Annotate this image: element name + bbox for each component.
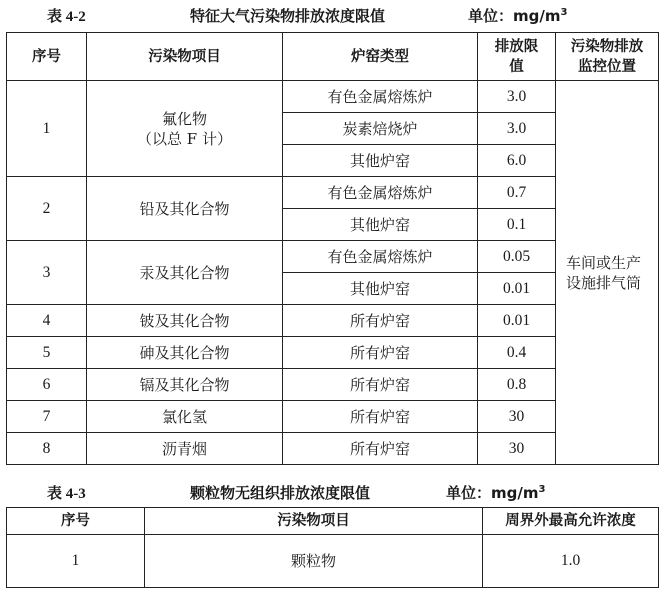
table-4-2-unit [468,5,567,26]
limit-cell: 0.4 [478,337,556,369]
pollutant-cell: 颗粒物 [145,535,483,588]
seq-cell: 3 [7,241,87,305]
table-row [7,535,659,588]
header-seq: 序号 [7,508,145,535]
limit-cell: 0.7 [478,177,556,209]
pollutant-cell: 镉及其化合物 [87,369,283,401]
kiln-cell: 所有炉窑 [283,433,478,465]
pollutant-note: （以总 F 计） [137,129,232,148]
header-monitor-location [556,33,659,81]
table-4-3-unit-label: 单位：mg/m [446,483,539,502]
header-pollutant: 污染物项目 [145,508,483,535]
pollutant-name: 氟化物 [161,109,207,128]
limit-cell: 0.1 [478,209,556,241]
table-4-2-unit-label: 单位：mg/m [468,6,561,25]
header-max-concentration: 周界外最高允许浓度 [483,508,659,535]
header-kiln-type: 炉窑类型 [283,33,478,81]
kiln-cell: 其他炉窑 [283,145,478,177]
table-4-3-unit-sup: 3 [538,483,546,495]
limit-cell: 0.01 [478,305,556,337]
monitor-location-line1: 车间或生产 [566,253,642,272]
pollutant-cell: 铅及其化合物 [87,177,283,241]
seq-cell: 5 [7,337,87,369]
limit-cell: 0.8 [478,369,556,401]
kiln-cell: 所有炉窑 [283,305,478,337]
seq-cell: 1 [7,535,145,588]
pollutant-cell [87,81,283,177]
header-seq: 序号 [7,33,87,81]
pollutant-cell: 氯化氢 [87,401,283,433]
table-4-3 [6,507,659,588]
header-location-line2: 监控位置 [578,58,636,75]
table-4-3-header-row [7,508,659,535]
header-location-line1: 污染物排放 [570,38,644,55]
table-4-3-unit [446,482,545,503]
seq-cell: 7 [7,401,87,433]
table-4-3-title: 颗粒物无组织排放浓度限值 [190,483,371,502]
kiln-cell: 有色金属熔炼炉 [283,177,478,209]
seq-cell: 4 [7,305,87,337]
seq-cell: 2 [7,177,87,241]
pollutant-cell: 汞及其化合物 [87,241,283,305]
header-pollutant: 污染物项目 [87,33,283,81]
table-4-2 [6,32,659,465]
kiln-cell: 炭素焙烧炉 [283,113,478,145]
limit-cell: 30 [478,433,556,465]
table-4-3-caption [0,479,665,505]
kiln-cell: 有色金属熔炼炉 [283,81,478,113]
monitor-location-line2: 设施排气筒 [566,273,642,292]
table-4-2-caption [0,2,665,28]
header-limit-line1: 排放限 [494,38,539,55]
pollutant-cell: 沥青烟 [87,433,283,465]
kiln-cell: 所有炉窑 [283,369,478,401]
seq-cell: 6 [7,369,87,401]
table-4-2-header-row [7,33,659,81]
table-row [7,81,659,113]
limit-cell: 3.0 [478,81,556,113]
seq-cell: 8 [7,433,87,465]
table-4-2-number: 表 4-2 [47,8,86,25]
pollutant-cell: 砷及其化合物 [87,337,283,369]
monitor-location-cell [556,81,659,465]
kiln-cell: 其他炉窑 [283,209,478,241]
table-4-3-number: 表 4-3 [47,485,86,502]
table-4-2-unit-sup: 3 [560,6,568,18]
limit-cell: 0.01 [478,273,556,305]
kiln-cell: 有色金属熔炼炉 [283,241,478,273]
limit-cell: 0.05 [478,241,556,273]
kiln-cell: 其他炉窑 [283,273,478,305]
seq-cell: 1 [7,81,87,177]
kiln-cell: 所有炉窑 [283,337,478,369]
kiln-cell: 所有炉窑 [283,401,478,433]
table-4-2-title: 特征大气污染物排放浓度限值 [190,6,386,25]
pollutant-cell: 铍及其化合物 [87,305,283,337]
limit-cell: 30 [478,401,556,433]
limit-cell: 1.0 [483,535,659,588]
limit-cell: 3.0 [478,113,556,145]
header-limit-line2: 值 [509,58,524,75]
limit-cell: 6.0 [478,145,556,177]
header-limit [478,33,556,81]
